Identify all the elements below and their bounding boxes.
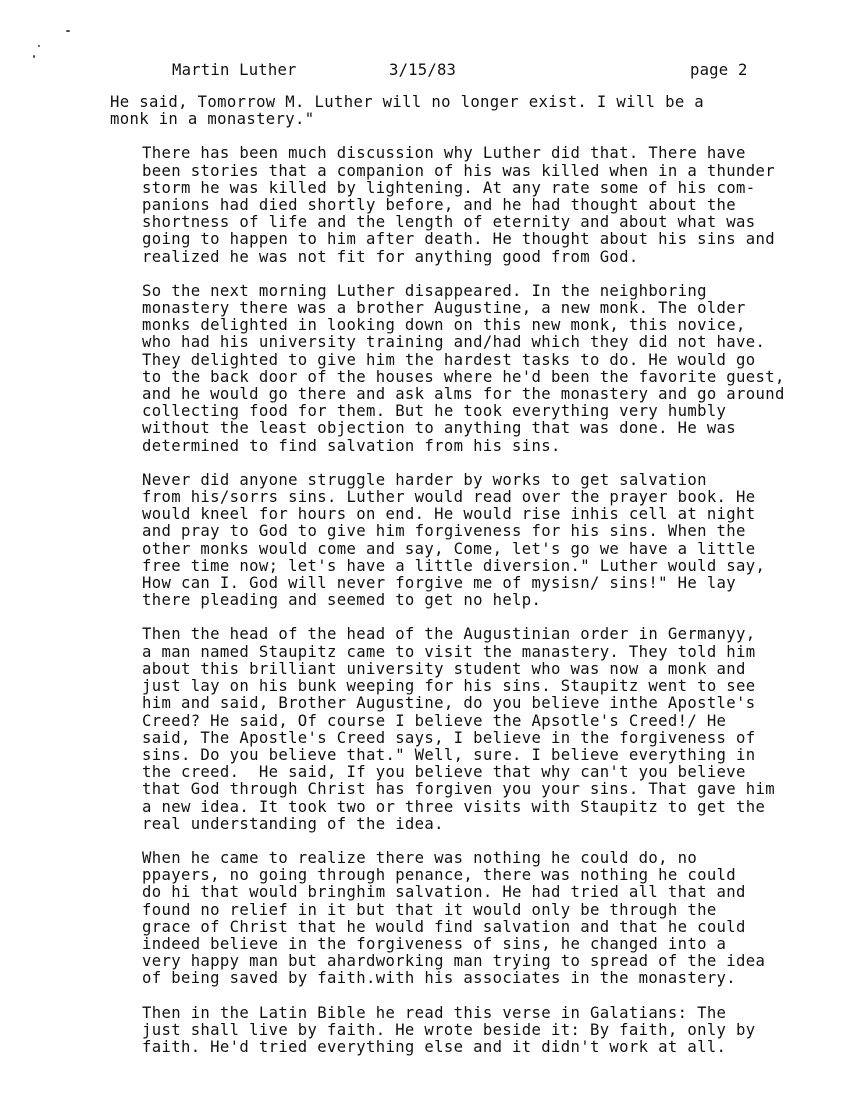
text-line: How can I. God will never forgive me of mysisn/ sins!" He lay — [142, 574, 737, 593]
text-line: just shall live by faith. He wrote beside it: By faith, only by — [142, 1020, 756, 1039]
text-line: Never did anyone struggle harder by works to get salvation — [142, 470, 707, 489]
text-line: to the back door of the houses where he'd been the favorite guest, — [142, 367, 785, 386]
text-line: panions had died shortly before, and he had thought about the — [142, 196, 737, 215]
paragraph — [110, 850, 800, 988]
text-line: a new idea. It took two or three visits with Staupitz to get the — [142, 797, 766, 816]
text-line: There has been much discussion why Luther did that. There have — [142, 144, 746, 163]
paragraph — [110, 626, 800, 832]
text-line: Then the head of the head of the Augustinian order in Germanyy, — [142, 625, 756, 644]
text-line: free time now; let's have a little diversion." Luther would say, — [142, 556, 766, 575]
text-line: who had his university training and/had which they did not have. — [142, 333, 766, 352]
paragraph — [110, 283, 800, 455]
text-line: going to happen to him after death. He thought about his sins and — [142, 230, 775, 249]
text-line: a man named Staupitz came to visit the manastery. They told him — [142, 642, 756, 661]
text-line: very happy man but ahardworking man trying to spread of the idea — [142, 952, 766, 971]
text-line: indeed believe in the forgiveness of sins, he changed into a — [142, 934, 727, 953]
text-line: Creed? He said, Of course I believe the Apsotle's Creed!/ He — [142, 711, 727, 730]
text-line: that God through Christ has forgiven you your sins. That gave him — [142, 780, 775, 799]
text-line: the creed. He said, If you believe that why can't you believe — [142, 763, 746, 782]
text-line: They delighted to give him the hardest tasks to do. He would go — [142, 350, 756, 369]
paper-speck — [38, 45, 40, 47]
text-line: When he came to realize there was nothing he could do, no — [142, 848, 698, 867]
text-line: monastery there was a brother Augustine, a new monk. The older — [142, 299, 746, 318]
paper-speck — [33, 55, 35, 58]
text-line: said, The Apostle's Creed says, I believe in the forgiveness of — [142, 728, 756, 747]
paragraph — [110, 94, 800, 128]
paragraph — [110, 145, 800, 265]
text-line: realized he was not fit for anything good from God. — [142, 247, 639, 266]
text-line: He said, Tomorrow M. Luther will no longer exist. I will be a — [110, 93, 705, 111]
text-line: faith. He'd tried everything else and it didn't work at all. — [142, 1037, 727, 1056]
text-line: sins. Do you believe that." Well, sure. I believe everything in — [142, 745, 756, 764]
text-line: collecting food for them. But he took everything very humbly — [142, 402, 727, 421]
header-date: 3/15/83 — [389, 61, 457, 79]
paper-speck — [66, 30, 70, 32]
text-line: without the least objection to anything that was done. He was — [142, 419, 737, 438]
text-line: do hi that would bringhim salvation. He had tried all that and — [142, 883, 746, 902]
text-line: would kneel for hours on end. He would rise inhis cell at night — [142, 505, 756, 524]
text-line: him and said, Brother Augustine, do you believe inthe Apostle's — [142, 694, 756, 713]
text-line: determined to find salvation from his sins. — [142, 436, 561, 455]
text-line: real understanding of the idea. — [142, 814, 444, 833]
text-line: from his/sorrs sins. Luther would read over the prayer book. He — [142, 488, 756, 507]
paragraph — [110, 1005, 800, 1057]
text-line: been stories that a companion of his was killed when in a thunder — [142, 161, 775, 180]
text-line: other monks would come and say, Come, let's go we have a little — [142, 539, 756, 558]
text-line: ppayers, no going through penance, there was nothing he could — [142, 866, 737, 885]
text-line: there pleading and seemed to get no help. — [142, 591, 542, 610]
text-line: So the next morning Luther disappeared. In the neighboring — [142, 281, 707, 300]
paragraph — [110, 472, 800, 610]
text-line: of being saved by faith.with his associates in the monastery. — [142, 969, 737, 988]
body-text — [110, 94, 800, 1073]
text-line: just lay on his bunk weeping for his sins. Staupitz went to see — [142, 677, 756, 696]
header-author: Martin Luther — [172, 61, 297, 79]
text-line: grace of Christ that he would find salvation and that he could — [142, 917, 746, 936]
text-line: monk in a monastery." — [110, 110, 315, 129]
text-line: monks delighted in looking down on this new monk, this novice, — [142, 316, 746, 335]
text-line: and pray to God to give him forgiveness for his sins. When the — [142, 522, 746, 541]
text-line: and he would go there and ask alms for the monastery and go around — [142, 385, 785, 404]
text-line: storm he was killed by lightening. At any rate some of his com- — [142, 178, 756, 197]
text-line: about this brilliant university student who was now a monk and — [142, 659, 746, 678]
text-line: shortness of life and the length of eternity and about what was — [142, 213, 756, 232]
text-line: found no relief in it but that it would only be through the — [142, 900, 717, 919]
text-line: Then in the Latin Bible he read this verse in Galatians: The — [142, 1003, 727, 1022]
header-page-number: page 2 — [690, 61, 748, 79]
